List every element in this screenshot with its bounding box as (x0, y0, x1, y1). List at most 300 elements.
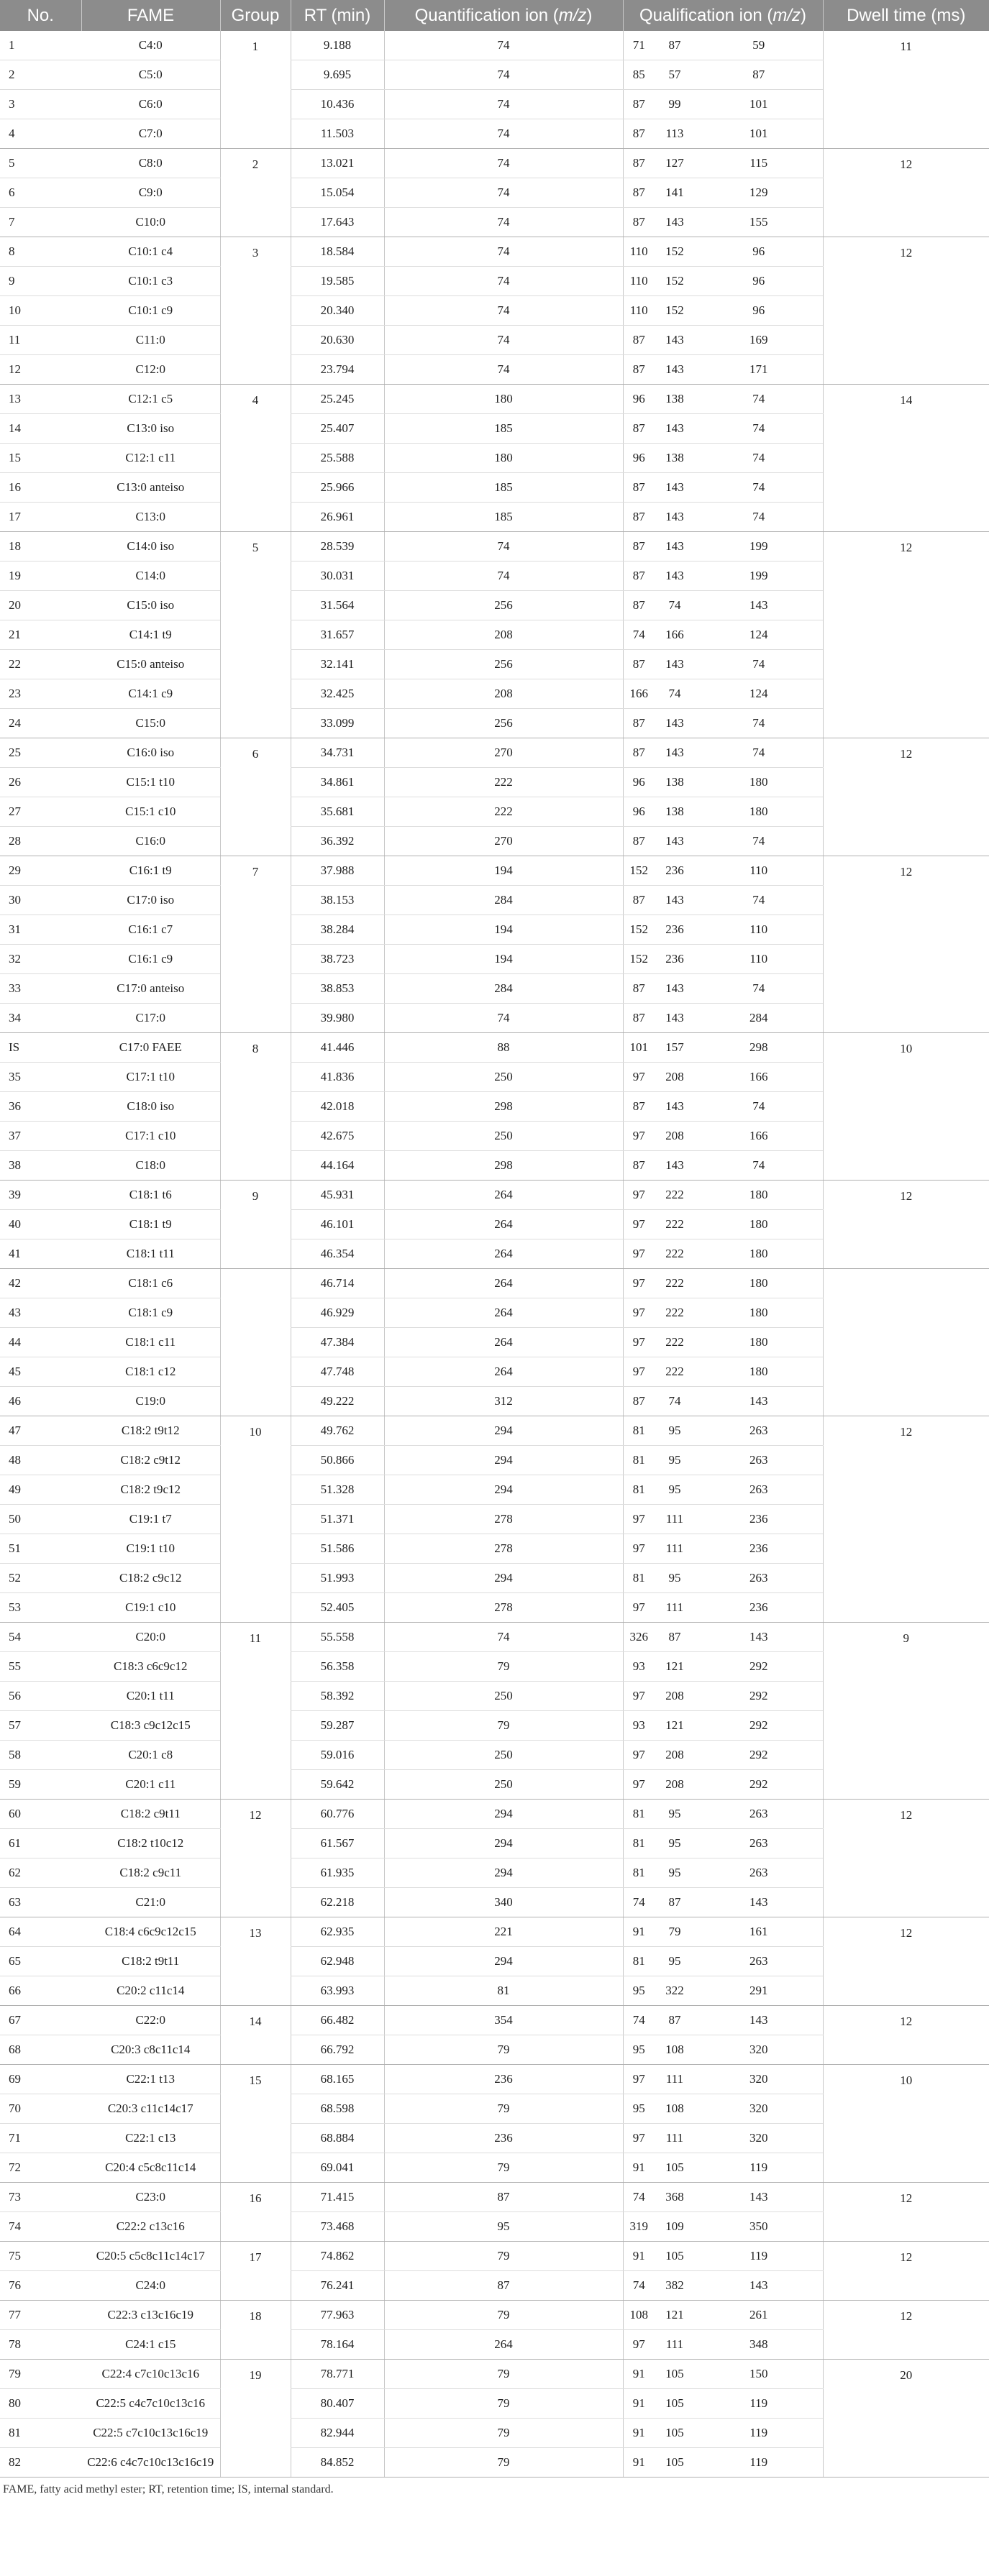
quant-ion-cell: 278 (384, 1505, 623, 1534)
qual-ion-1-cell: 95 (623, 2035, 655, 2065)
no-cell: 34 (0, 1004, 81, 1033)
group-cell (220, 1269, 291, 1416)
qual-ion-3-cell: 169 (695, 326, 823, 355)
qual-ion-2-cell: 105 (655, 2242, 695, 2271)
quant-ion-cell: 74 (384, 119, 623, 149)
qual-ion-2-cell: 138 (655, 444, 695, 473)
fame-cell: C18:0 iso (81, 1092, 220, 1122)
quant-ion-cell: 185 (384, 473, 623, 503)
no-cell: 56 (0, 1682, 81, 1711)
group-cell: 1 (220, 31, 291, 149)
quant-ion-cell: 340 (384, 1888, 623, 1917)
dwell-cell: 12 (823, 2183, 989, 2242)
qual-ion-3-cell: 119 (695, 2419, 823, 2448)
qual-ion-3-cell: 59 (695, 31, 823, 60)
qual-ion-2-cell: 143 (655, 355, 695, 385)
no-cell: 74 (0, 2212, 81, 2242)
rt-cell: 59.016 (291, 1741, 384, 1770)
qual-ion-1-cell: 97 (623, 1682, 655, 1711)
no-cell: 18 (0, 532, 81, 562)
no-cell: 3 (0, 90, 81, 119)
qual-ion-1-cell: 152 (623, 945, 655, 974)
fame-cell: C22:2 c13c16 (81, 2212, 220, 2242)
quant-ion-cell: 74 (384, 326, 623, 355)
qual-ion-2-cell: 143 (655, 1092, 695, 1122)
qual-ion-1-cell: 74 (623, 1888, 655, 1917)
group-cell: 9 (220, 1181, 291, 1269)
qual-ion-1-cell: 87 (623, 562, 655, 591)
rt-cell: 25.245 (291, 385, 384, 414)
fame-cell: C22:1 c13 (81, 2124, 220, 2153)
table-row (0, 385, 989, 414)
group-cell: 8 (220, 1033, 291, 1181)
group-cell: 5 (220, 532, 291, 738)
fame-cell: C18:1 t6 (81, 1181, 220, 1210)
qual-ion-3-cell: 350 (695, 2212, 823, 2242)
qual-ion-3-cell: 180 (695, 1269, 823, 1298)
rt-cell: 13.021 (291, 149, 384, 178)
rt-cell: 38.153 (291, 886, 384, 915)
no-cell: 28 (0, 827, 81, 856)
qual-ion-1-cell: 87 (623, 591, 655, 620)
fame-cell: C18:1 c9 (81, 1298, 220, 1328)
rt-cell: 23.794 (291, 355, 384, 385)
quant-ion-cell: 185 (384, 503, 623, 532)
qual-ion-1-cell: 81 (623, 1947, 655, 1976)
qual-ion-3-cell: 298 (695, 1033, 823, 1063)
qual-ion-3-cell: 284 (695, 1004, 823, 1033)
no-cell: 8 (0, 237, 81, 267)
qual-ion-3-cell: 129 (695, 178, 823, 208)
rt-cell: 35.681 (291, 797, 384, 827)
quant-ion-cell: 74 (384, 60, 623, 90)
qual-ion-3-cell: 143 (695, 1623, 823, 1652)
rt-cell: 52.405 (291, 1593, 384, 1623)
rt-cell: 33.099 (291, 709, 384, 738)
fame-cell: C18:2 c9c12 (81, 1564, 220, 1593)
qual-ion-1-cell: 152 (623, 915, 655, 945)
rt-cell: 32.141 (291, 650, 384, 679)
no-cell: 12 (0, 355, 81, 385)
group-cell: 19 (220, 2360, 291, 2478)
qual-ion-3-cell: 143 (695, 2006, 823, 2035)
dwell-cell: 12 (823, 2242, 989, 2301)
qual-ion-2-cell: 236 (655, 856, 695, 886)
quant-ion-cell: 250 (384, 1122, 623, 1151)
no-cell: 70 (0, 2094, 81, 2124)
qual-ion-1-cell: 97 (623, 1505, 655, 1534)
qual-ion-1-cell: 97 (623, 1239, 655, 1269)
no-cell: 20 (0, 591, 81, 620)
qual-ion-3-cell: 110 (695, 915, 823, 945)
table-row (0, 1033, 989, 1063)
rt-cell: 38.853 (291, 974, 384, 1004)
no-cell: 26 (0, 768, 81, 797)
dwell-cell: 12 (823, 1416, 989, 1623)
qual-ion-3-cell: 292 (695, 1652, 823, 1682)
qual-ion-1-cell: 96 (623, 768, 655, 797)
fame-cell: C18:3 c9c12c15 (81, 1711, 220, 1741)
rt-cell: 28.539 (291, 532, 384, 562)
fame-cell: C20:1 c8 (81, 1741, 220, 1770)
qual-ion-3-cell: 180 (695, 768, 823, 797)
qual-ion-3-cell: 143 (695, 1888, 823, 1917)
qual-ion-3-cell: 263 (695, 1416, 823, 1446)
qual-ion-3-cell: 180 (695, 1239, 823, 1269)
qual-ion-3-cell: 74 (695, 385, 823, 414)
no-cell: 32 (0, 945, 81, 974)
qual-ion-2-cell: 121 (655, 1711, 695, 1741)
qual-ion-1-cell: 87 (623, 1387, 655, 1416)
qual-ion-3-cell: 292 (695, 1741, 823, 1770)
qual-ion-3-cell: 110 (695, 945, 823, 974)
rt-cell: 66.792 (291, 2035, 384, 2065)
rt-cell: 63.993 (291, 1976, 384, 2006)
quant-ion-cell: 222 (384, 797, 623, 827)
table-row (0, 856, 989, 886)
qual-ion-2-cell: 208 (655, 1770, 695, 1800)
quant-ion-cell: 74 (384, 178, 623, 208)
qual-ion-2-cell: 87 (655, 1623, 695, 1652)
qual-ion-3-cell: 320 (695, 2124, 823, 2153)
dwell-cell: 12 (823, 1800, 989, 1917)
quant-ion-cell: 194 (384, 945, 623, 974)
qual-ion-1-cell: 101 (623, 1033, 655, 1063)
no-cell: 81 (0, 2419, 81, 2448)
qual-ion-3-cell: 292 (695, 1711, 823, 1741)
rt-cell: 34.861 (291, 768, 384, 797)
rt-cell: 47.748 (291, 1357, 384, 1387)
no-cell: 47 (0, 1416, 81, 1446)
qual-ion-2-cell: 166 (655, 620, 695, 650)
quant-ion-cell: 185 (384, 414, 623, 444)
qual-ion-3-cell: 236 (695, 1534, 823, 1564)
qual-ion-1-cell: 87 (623, 473, 655, 503)
qual-ion-2-cell: 108 (655, 2094, 695, 2124)
no-cell: 46 (0, 1387, 81, 1416)
qual-ion-1-cell: 91 (623, 2360, 655, 2389)
fame-cell: C9:0 (81, 178, 220, 208)
fame-cell: C10:0 (81, 208, 220, 237)
fame-cell: C17:1 t10 (81, 1063, 220, 1092)
qual-ion-2-cell: 95 (655, 1416, 695, 1446)
fame-cell: C13:0 iso (81, 414, 220, 444)
qual-ion-3-cell: 74 (695, 1092, 823, 1122)
qual-ion-1-cell: 97 (623, 1534, 655, 1564)
no-cell: 59 (0, 1770, 81, 1800)
fame-cell: C22:5 c4c7c10c13c16 (81, 2389, 220, 2419)
no-cell: 78 (0, 2330, 81, 2360)
rt-cell: 46.929 (291, 1298, 384, 1328)
quant-ion-cell: 264 (384, 1328, 623, 1357)
qual-ion-3-cell: 180 (695, 1298, 823, 1328)
no-cell: 64 (0, 1917, 81, 1947)
qual-ion-2-cell: 143 (655, 208, 695, 237)
fame-cell: C20:2 c11c14 (81, 1976, 220, 2006)
group-cell: 17 (220, 2242, 291, 2301)
qual-ion-3-cell: 171 (695, 355, 823, 385)
qual-ion-1-cell: 96 (623, 797, 655, 827)
no-cell: 23 (0, 679, 81, 709)
qual-ion-3-cell: 74 (695, 709, 823, 738)
qual-ion-2-cell: 143 (655, 709, 695, 738)
quant-ion-cell: 264 (384, 2330, 623, 2360)
qual-ion-2-cell: 382 (655, 2271, 695, 2301)
no-cell: 24 (0, 709, 81, 738)
quant-close: ) (586, 5, 593, 25)
rt-cell: 38.284 (291, 915, 384, 945)
group-cell: 13 (220, 1917, 291, 2006)
quant-ion-cell: 270 (384, 827, 623, 856)
quant-ion-cell: 74 (384, 267, 623, 296)
no-cell: 35 (0, 1063, 81, 1092)
fame-cell: C13:0 anteiso (81, 473, 220, 503)
rt-cell: 15.054 (291, 178, 384, 208)
fame-cell: C22:6 c4c7c10c13c16c19 (81, 2448, 220, 2478)
rt-cell: 31.564 (291, 591, 384, 620)
qual-ion-2-cell: 105 (655, 2419, 695, 2448)
qual-ion-3-cell: 199 (695, 532, 823, 562)
qual-ion-2-cell: 143 (655, 886, 695, 915)
qual-ion-3-cell: 161 (695, 1917, 823, 1947)
fame-cell: C19:1 t10 (81, 1534, 220, 1564)
rt-cell: 30.031 (291, 562, 384, 591)
fame-cell: C8:0 (81, 149, 220, 178)
no-cell: IS (0, 1033, 81, 1063)
no-cell: 42 (0, 1269, 81, 1298)
qual-ion-2-cell: 152 (655, 237, 695, 267)
dwell-cell: 12 (823, 1181, 989, 1269)
quant-ion-cell: 312 (384, 1387, 623, 1416)
rt-cell: 61.567 (291, 1829, 384, 1858)
quant-ion-cell: 294 (384, 1947, 623, 1976)
qual-ion-3-cell: 320 (695, 2065, 823, 2094)
fame-cell: C18:4 c6c9c12c15 (81, 1917, 220, 1947)
qual-ion-2-cell: 222 (655, 1210, 695, 1239)
quant-ion-cell: 250 (384, 1063, 623, 1092)
quant-ion-cell: 264 (384, 1181, 623, 1210)
group-cell: 18 (220, 2301, 291, 2360)
quant-ion-cell: 250 (384, 1770, 623, 1800)
qual-ion-2-cell: 236 (655, 915, 695, 945)
qual-ion-1-cell: 95 (623, 2094, 655, 2124)
qual-ion-1-cell: 87 (623, 326, 655, 355)
group-cell: 16 (220, 2183, 291, 2242)
rt-cell: 51.328 (291, 1475, 384, 1505)
quant-ion-cell: 79 (384, 2153, 623, 2183)
quant-ion-cell: 79 (384, 2360, 623, 2389)
qual-ion-1-cell: 319 (623, 2212, 655, 2242)
quant-ion-cell: 79 (384, 2448, 623, 2478)
header-row (0, 0, 989, 31)
qual-ion-1-cell: 326 (623, 1623, 655, 1652)
rt-cell: 45.931 (291, 1181, 384, 1210)
fame-cell: C17:0 FAEE (81, 1033, 220, 1063)
qual-ion-3-cell: 292 (695, 1770, 823, 1800)
table-row (0, 31, 989, 60)
qual-ion-3-cell: 291 (695, 1976, 823, 2006)
quant-ion-cell: 294 (384, 1800, 623, 1829)
qual-ion-2-cell: 143 (655, 650, 695, 679)
qual-ion-2-cell: 95 (655, 1829, 695, 1858)
qual-ion-1-cell: 108 (623, 2301, 655, 2330)
rt-cell: 68.884 (291, 2124, 384, 2153)
rt-cell: 42.018 (291, 1092, 384, 1122)
qual-ion-3-cell: 143 (695, 591, 823, 620)
qual-ion-3-cell: 87 (695, 60, 823, 90)
qual-ion-3-cell: 348 (695, 2330, 823, 2360)
quant-label: Quantification ion ( (414, 5, 559, 25)
no-cell: 57 (0, 1711, 81, 1741)
quant-ion-cell: 79 (384, 1652, 623, 1682)
qual-ion-2-cell: 236 (655, 945, 695, 974)
fame-cell: C15:1 t10 (81, 768, 220, 797)
qual-ion-2-cell: 105 (655, 2389, 695, 2419)
fame-cell: C18:2 t9c12 (81, 1475, 220, 1505)
qual-ion-1-cell: 87 (623, 1151, 655, 1181)
fame-cell: C4:0 (81, 31, 220, 60)
header-rt: RT (min) (291, 0, 384, 31)
rt-cell: 84.852 (291, 2448, 384, 2478)
qual-ion-3-cell: 74 (695, 414, 823, 444)
qual-ion-2-cell: 111 (655, 2330, 695, 2360)
qual-ion-1-cell: 74 (623, 620, 655, 650)
qual-ion-1-cell: 97 (623, 1357, 655, 1387)
qual-ion-3-cell: 180 (695, 1210, 823, 1239)
qual-ion-3-cell: 115 (695, 149, 823, 178)
group-cell: 3 (220, 237, 291, 385)
fame-cell: C19:0 (81, 1387, 220, 1416)
fame-cell: C17:1 c10 (81, 1122, 220, 1151)
header-fame: FAME (81, 0, 220, 31)
dwell-cell: 12 (823, 149, 989, 237)
fame-cell: C16:1 c9 (81, 945, 220, 974)
fame-cell: C18:2 t9t11 (81, 1947, 220, 1976)
qual-ion-1-cell: 87 (623, 738, 655, 768)
table-row (0, 2006, 989, 2035)
qual-ion-2-cell: 74 (655, 591, 695, 620)
fame-cell: C14:1 c9 (81, 679, 220, 709)
quant-ion-cell: 208 (384, 620, 623, 650)
qual-ion-2-cell: 99 (655, 90, 695, 119)
no-cell: 50 (0, 1505, 81, 1534)
qual-ion-1-cell: 81 (623, 1416, 655, 1446)
qual-ion-2-cell: 95 (655, 1800, 695, 1829)
fame-cell: C18:2 t9t12 (81, 1416, 220, 1446)
qual-ion-2-cell: 208 (655, 1741, 695, 1770)
fame-cell: C19:1 c10 (81, 1593, 220, 1623)
qual-ion-2-cell: 111 (655, 1593, 695, 1623)
qual-ion-3-cell: 74 (695, 974, 823, 1004)
qual-ion-2-cell: 368 (655, 2183, 695, 2212)
rt-cell: 41.446 (291, 1033, 384, 1063)
qual-ion-2-cell: 87 (655, 2006, 695, 2035)
rt-cell: 50.866 (291, 1446, 384, 1475)
qual-ion-3-cell: 143 (695, 2271, 823, 2301)
fame-cell: C12:0 (81, 355, 220, 385)
qual-ion-1-cell: 97 (623, 1181, 655, 1210)
qual-ion-3-cell: 263 (695, 1475, 823, 1505)
qual-ion-3-cell: 261 (695, 2301, 823, 2330)
qual-ion-1-cell: 97 (623, 1593, 655, 1623)
qual-ion-1-cell: 110 (623, 296, 655, 326)
qual-ion-1-cell: 81 (623, 1564, 655, 1593)
fame-cell: C16:1 t9 (81, 856, 220, 886)
rt-cell: 61.935 (291, 1858, 384, 1888)
table-row (0, 2242, 989, 2271)
fame-cell: C18:2 t10c12 (81, 1829, 220, 1858)
quant-ion-cell: 250 (384, 1682, 623, 1711)
rt-cell: 82.944 (291, 2419, 384, 2448)
fame-cell: C12:1 c5 (81, 385, 220, 414)
qual-ion-2-cell: 143 (655, 562, 695, 591)
fame-cell: C18:1 t9 (81, 1210, 220, 1239)
qual-ion-1-cell: 97 (623, 1210, 655, 1239)
quant-ion-cell: 264 (384, 1239, 623, 1269)
dwell-cell: 10 (823, 2065, 989, 2183)
table-footnote: FAME, fatty acid methyl ester; RT, retention time; IS, internal standard. (3, 2483, 334, 2495)
qual-ion-1-cell: 110 (623, 237, 655, 267)
quant-ion-cell: 79 (384, 1711, 623, 1741)
fame-cell: C21:0 (81, 1888, 220, 1917)
qual-ion-3-cell: 119 (695, 2389, 823, 2419)
qual-ion-1-cell: 97 (623, 2330, 655, 2360)
qual-ion-1-cell: 87 (623, 149, 655, 178)
dwell-cell: 10 (823, 1033, 989, 1181)
rt-cell: 74.862 (291, 2242, 384, 2271)
rt-cell: 47.384 (291, 1328, 384, 1357)
quant-ion-cell: 74 (384, 1623, 623, 1652)
quant-ion-cell: 74 (384, 532, 623, 562)
no-cell: 80 (0, 2389, 81, 2419)
no-cell: 16 (0, 473, 81, 503)
no-cell: 76 (0, 2271, 81, 2301)
quant-ion-cell: 95 (384, 2212, 623, 2242)
no-cell: 75 (0, 2242, 81, 2271)
header-qualification-ion (623, 0, 823, 31)
qual-ion-3-cell: 101 (695, 90, 823, 119)
qual-ion-1-cell: 97 (623, 1770, 655, 1800)
qual-ion-2-cell: 74 (655, 1387, 695, 1416)
rt-cell: 26.961 (291, 503, 384, 532)
qual-ion-3-cell: 96 (695, 296, 823, 326)
qual-ion-2-cell: 322 (655, 1976, 695, 2006)
no-cell: 13 (0, 385, 81, 414)
qual-ion-3-cell: 292 (695, 1682, 823, 1711)
dwell-cell: 12 (823, 2006, 989, 2065)
dwell-cell: 12 (823, 856, 989, 1033)
qual-ion-2-cell: 95 (655, 1564, 695, 1593)
qual-ion-1-cell: 87 (623, 503, 655, 532)
quant-ion-cell: 87 (384, 2183, 623, 2212)
quant-unit: m/z (558, 5, 587, 25)
qual-ion-1-cell: 87 (623, 532, 655, 562)
fame-cell: C19:1 t7 (81, 1505, 220, 1534)
no-cell: 45 (0, 1357, 81, 1387)
no-cell: 61 (0, 1829, 81, 1858)
no-cell: 27 (0, 797, 81, 827)
qual-ion-3-cell: 119 (695, 2448, 823, 2478)
fame-cell: C14:0 (81, 562, 220, 591)
qual-ion-2-cell: 74 (655, 679, 695, 709)
qual-ion-1-cell: 87 (623, 208, 655, 237)
fame-cell: C22:3 c13c16c19 (81, 2301, 220, 2330)
fame-cell: C24:1 c15 (81, 2330, 220, 2360)
qual-ion-3-cell: 263 (695, 1446, 823, 1475)
table-row (0, 2301, 989, 2330)
no-cell: 44 (0, 1328, 81, 1357)
qual-ion-1-cell: 87 (623, 886, 655, 915)
